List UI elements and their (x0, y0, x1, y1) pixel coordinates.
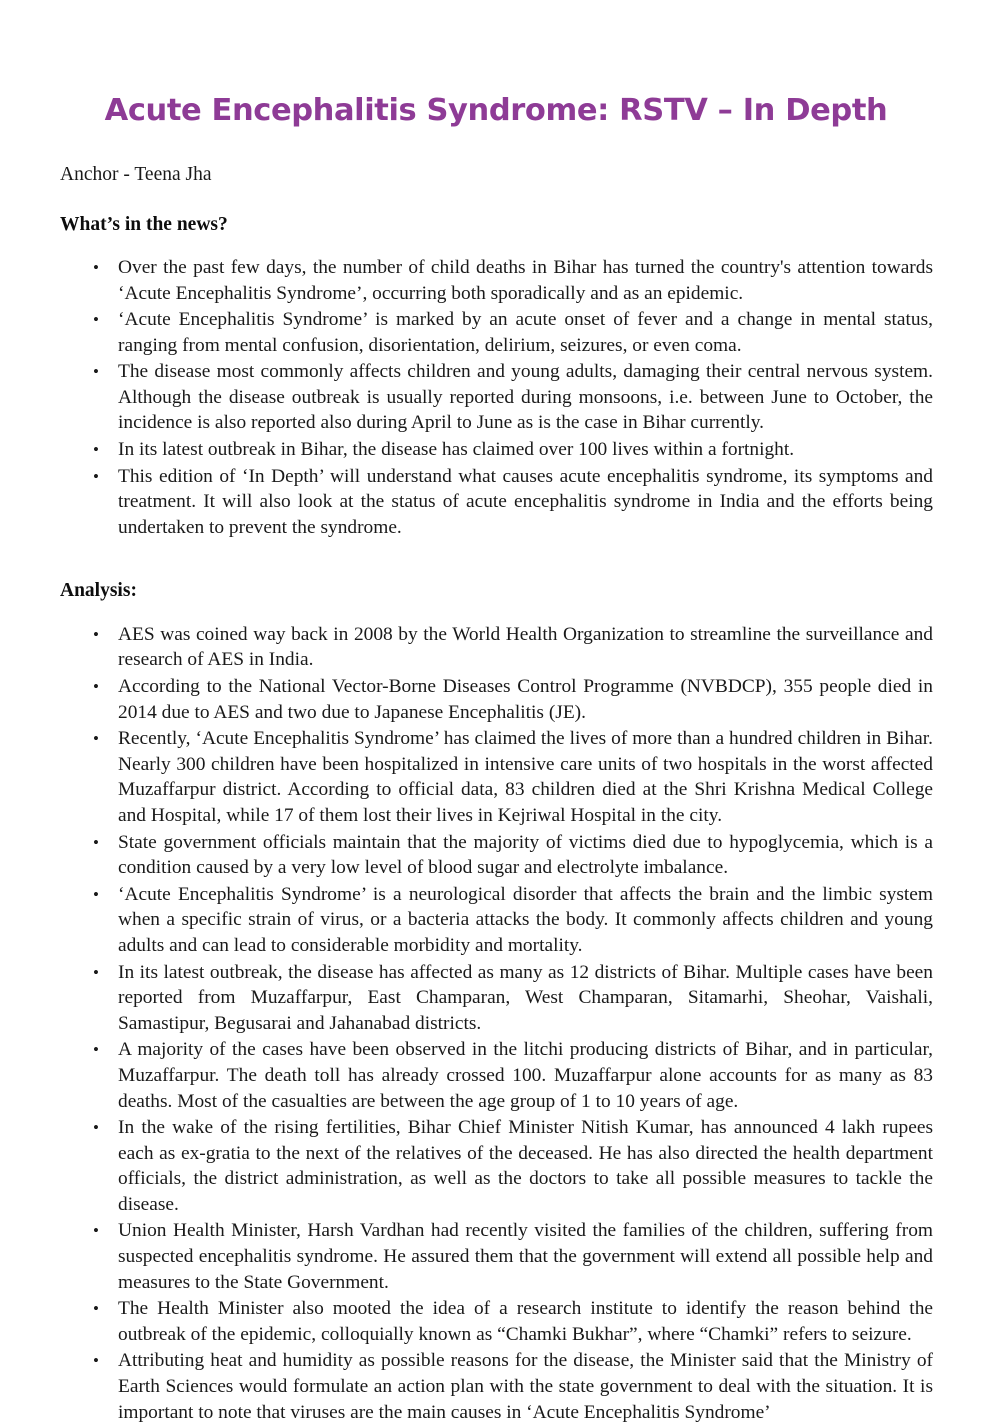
list-item: • In its latest outbreak, the disease has affected as many as 12 districts of Bihar. Multiple cases have been reported from Muzaffarpur, East Champaran, West Champaran, Sitamarhi, Sheohar, Vaishali, Samastipur, Begusarai and Jahanabad districts. (118, 960, 933, 1038)
list-item: • ‘Acute Encephalitis Syndrome’ is marked by an acute onset of fever and a change in mental status, ranging from mental confusion, disorientation, delirium, seizures, or even coma. (118, 307, 933, 359)
list-item: • In the wake of the rising fertilities, Bihar Chief Minister Nitish Kumar, has announced 4 lakh rupees each as ex-gratia to the next of the relatives of the deceased. He has also directed the health department officials, the district administration, as well as the doctors to take all possible measures to tackle the disease. (118, 1115, 933, 1218)
list-item: • The disease most commonly affects children and young adults, damaging their central nervous system. Although the disease outbreak is usually reported during monsoons, i.e. between June to October, the incidence is also reported also during April to June as is the case in Bihar currently. (118, 359, 933, 437)
list-item: • Union Health Minister, Harsh Vardhan had recently visited the families of the children, suffering from suspected encephalitis syndrome. He assured them that the government will extend all possible help and measures to the State Government. (118, 1218, 933, 1296)
list-item: • The Health Minister also mooted the idea of a research institute to identify the reason behind the outbreak of the epidemic, colloquially known as “Chamki Bukhar”, where “Chamki” refers to seizure. (118, 1296, 933, 1348)
list-item: • State government officials maintain that the majority of victims died due to hypoglycemia, which is a condition caused by a very low level of blood sugar and electrolyte imbalance. (118, 830, 933, 882)
anchor-byline: Anchor - Teena Jha (60, 164, 212, 186)
list-item: • ‘Acute Encephalitis Syndrome’ is a neurological disorder that affects the brain and the limbic system when a specific strain of virus, or a bacteria attacks the body. It commonly affects children and young adults and can lead to considerable morbidity and mortality. (118, 882, 933, 960)
list-item: • Attributing heat and humidity as possible reasons for the disease, the Minister said that the Ministry of Earth Sciences would formulate an action plan with the state government to deal with the situation. It is important to note that viruses are the main causes in ‘Acute Encephalitis Syndrome’ (118, 1348, 933, 1425)
section-heading-whats-in-the-news: What’s in the news? (60, 213, 228, 235)
page-title: Acute Encephalitis Syndrome: RSTV – In Depth (104, 93, 888, 128)
section-heading-analysis: Analysis: (60, 580, 137, 602)
bullet-list-whats-in-the-news (0, 237, 992, 541)
list-item: • A majority of the cases have been observed in the litchi producing districts of Bihar, and in particular, Muzaffarpur. The death toll has already crossed 100. Muzaffarpur alone accounts for as many as 83 deaths. Most of the casualties are between the age group of 1 to 10 years of age. (118, 1037, 933, 1115)
list-item: • Over the past few days, the number of child deaths in Bihar has turned the country's attention towards ‘Acute Encephalitis Syndrome’, occurring both sporadically and as an epidemic. (118, 255, 933, 307)
list-item: • In its latest outbreak in Bihar, the disease has claimed over 100 lives within a fortnight. (118, 437, 933, 464)
list-item: • According to the National Vector-Borne Diseases Control Programme (NVBDCP), 355 people died in 2014 due to AES and two due to Japanese Encephalitis (JE). (118, 674, 933, 726)
list-item: • This edition of ‘In Depth’ will understand what causes acute encephalitis syndrome, its symptoms and treatment. It will also look at the status of acute encephalitis syndrome in India and the efforts being undertaken to prevent the syndrome. (118, 464, 933, 541)
list-item: • Recently, ‘Acute Encephalitis Syndrome’ has claimed the lives of more than a hundred children in Bihar. Nearly 300 children have been hospitalized in intensive care units of two hospitals in the worst affected Muzaffarpur district. According to official data, 83 children died at the Shri Krishna Medical College and Hospital, while 17 of them lost their lives in Kejriwal Hospital in the city. (118, 726, 933, 829)
list-item: • AES was coined way back in 2008 by the World Health Organization to streamline the surveillance and research of AES in India. (118, 622, 933, 674)
bullet-list-analysis (0, 604, 992, 1425)
